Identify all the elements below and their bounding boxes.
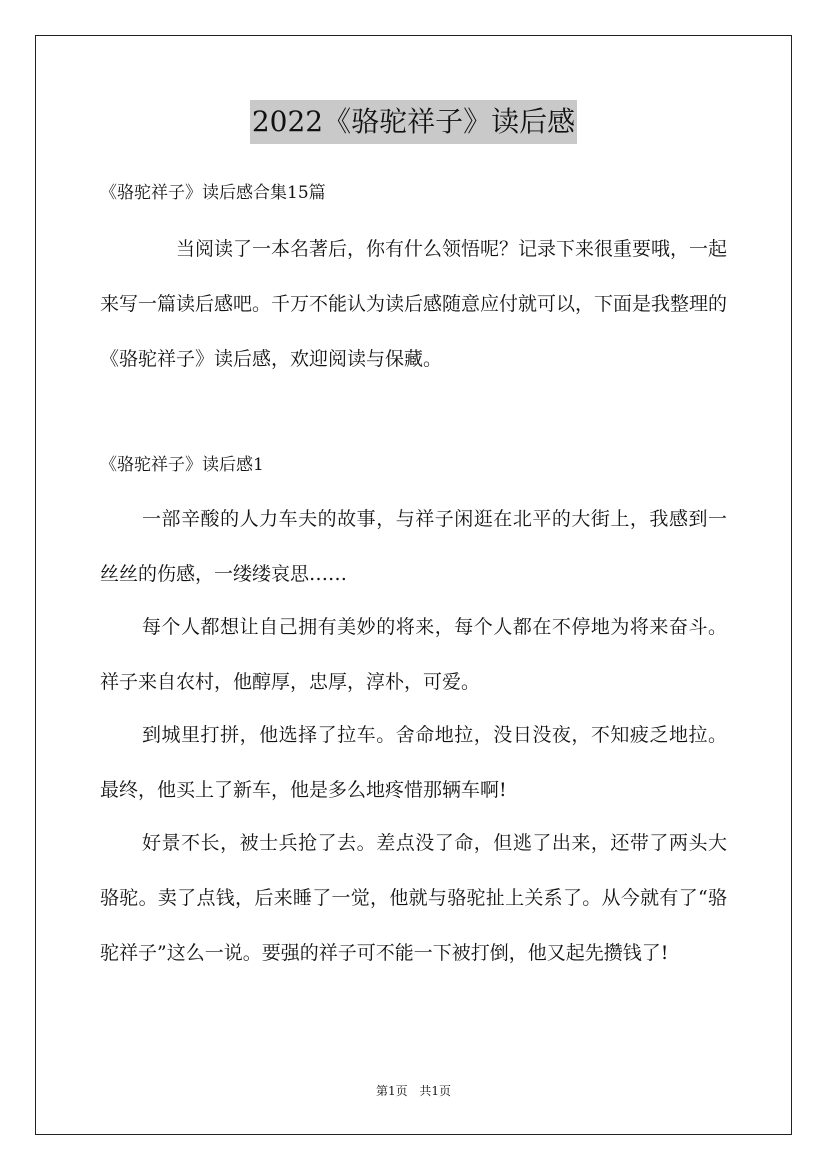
document-subtitle: 《骆驼祥子》读后感合集15篇 — [100, 183, 326, 203]
page-number: 第1页 — [375, 1084, 408, 1098]
page-total: 共1页 — [419, 1084, 452, 1098]
body-paragraph: 一部辛酸的人力车夫的故事，与祥子闲逛在北平的大街上，我感到一丝丝的伤感，一缕缕哀思…… — [100, 508, 727, 585]
title-container — [0, 100, 827, 144]
document-title: 2022《骆驼祥子》读后感 — [250, 100, 577, 144]
body-paragraph: 好景不长，被士兵抢了去。差点没了命，但逃了出来，还带了两头大骆驼。卖了点钱，后来睡了一觉，他就与骆驼扯上关系了。从今就有了“骆驼祥子”这么一说。要强的祥子可不能一下被打倒，他又起先攒钱了! — [100, 832, 727, 964]
page-footer — [0, 1082, 827, 1100]
intro-paragraph: 当阅读了一本名著后，你有什么领悟呢？记录下来很重要哦，一起来写一篇读后感吧。千万不能认为读后感随意应付就可以，下面是我整理的《骆驼祥子》读后感，欢迎阅读与保藏。 — [100, 238, 728, 370]
section-heading: 《骆驼祥子》读后感1 — [100, 455, 264, 475]
body-paragraph: 每个人都想让自己拥有美妙的将来，每个人都在不停地为将来奋斗。祥子来自农村，他醇厚，忠厚，淳朴，可爱。 — [100, 616, 727, 693]
body-paragraph: 到城里打拼，他选择了拉车。舍命地拉，没日没夜，不知疲乏地拉。最终，他买上了新车，他是多么地疼惜那辆车啊! — [100, 724, 727, 801]
